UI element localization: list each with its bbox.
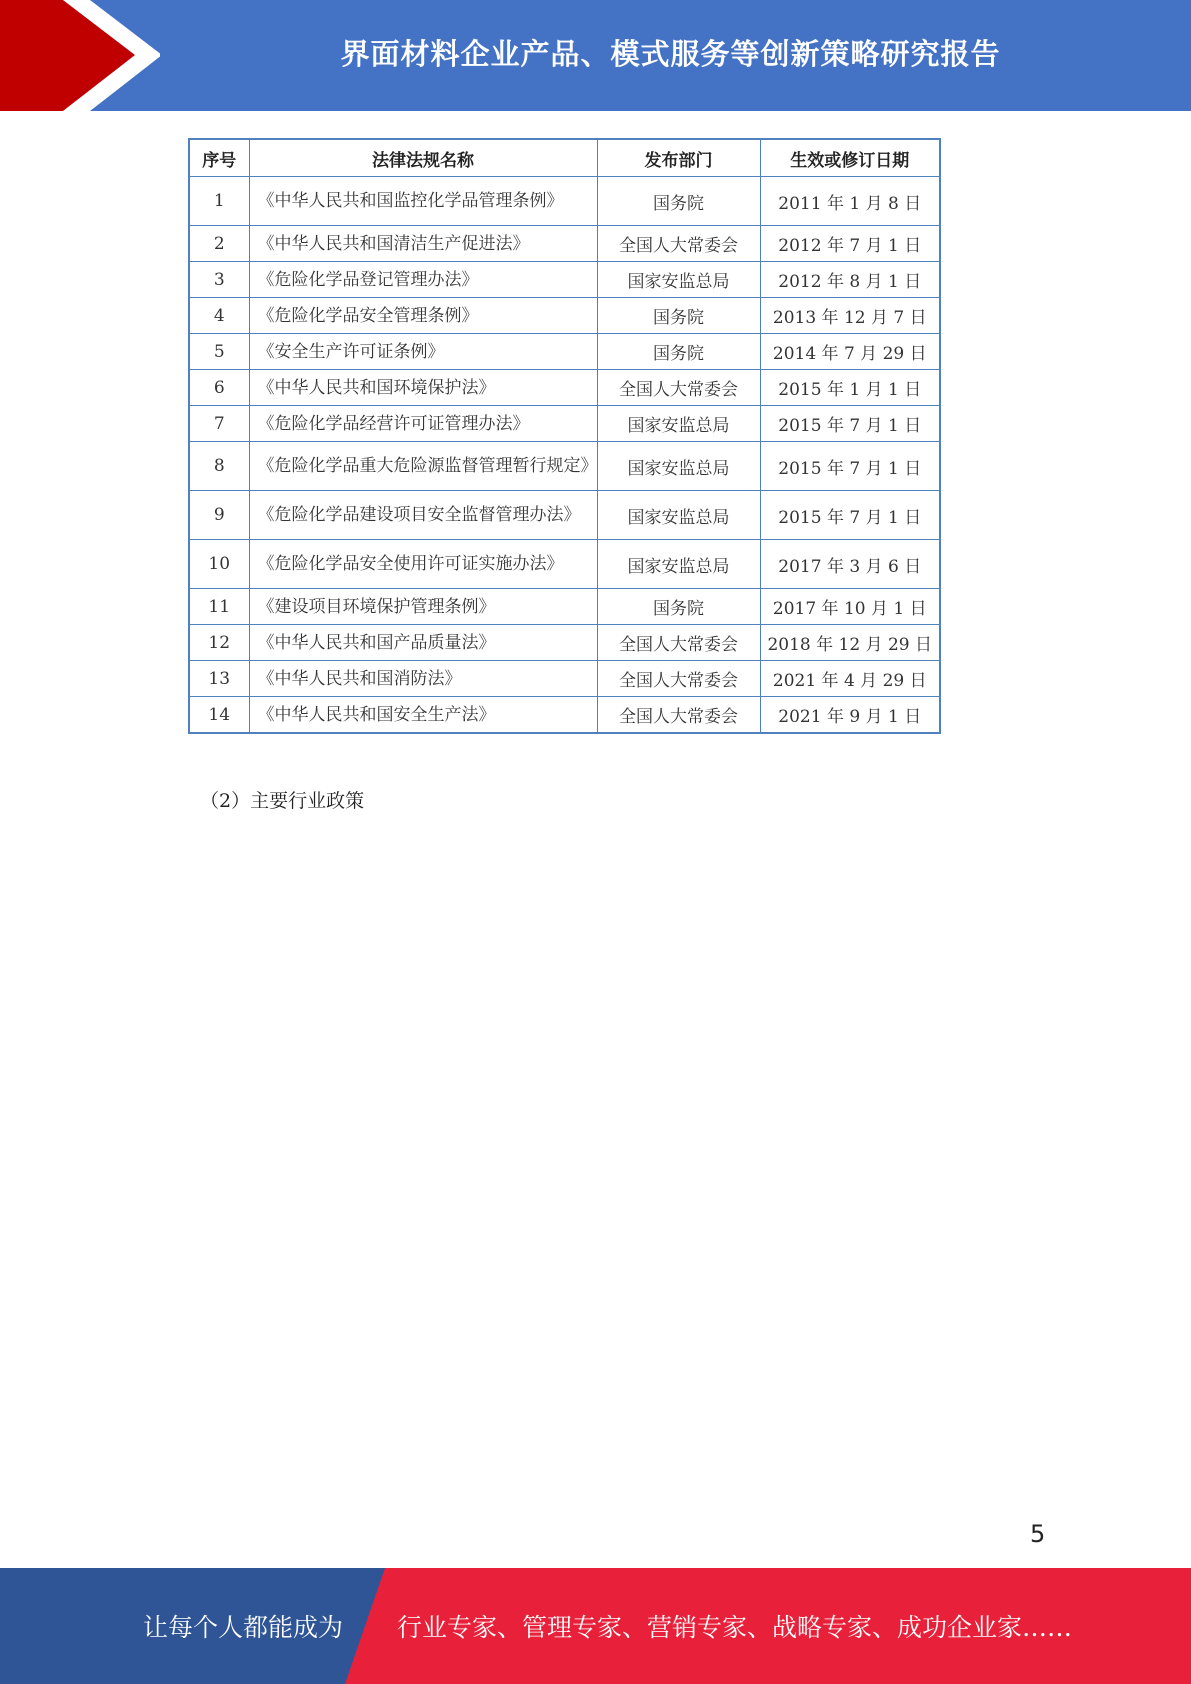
- effective-date: 2011 年 1 月 8 日: [760, 177, 940, 226]
- regulations-table: [188, 138, 941, 734]
- row-number: 12: [189, 625, 249, 661]
- regulation-name: 《危险化学品建设项目安全监督管理办法》: [249, 491, 597, 540]
- effective-date: 2017 年 10 月 1 日: [760, 589, 940, 625]
- section-subheading: （2）主要行业政策: [200, 790, 365, 812]
- table-row: [189, 177, 940, 226]
- issuing-department: 国务院: [597, 334, 760, 370]
- header-arrow-decoration: [0, 0, 160, 111]
- footer-slogan-left: 让每个人都能成为: [143, 1613, 344, 1642]
- regulation-name: 《中华人民共和国消防法》: [249, 661, 597, 697]
- table-row: [189, 442, 940, 491]
- issuing-department: 国务院: [597, 177, 760, 226]
- regulation-name: 《危险化学品安全管理条例》: [249, 298, 597, 334]
- table-row: [189, 491, 940, 540]
- issuing-department: 国务院: [597, 298, 760, 334]
- issuing-department: 国家安监总局: [597, 442, 760, 491]
- regulation-name: 《中华人民共和国产品质量法》: [249, 625, 597, 661]
- effective-date: 2014 年 7 月 29 日: [760, 334, 940, 370]
- issuing-department: 国家安监总局: [597, 406, 760, 442]
- issuing-department: 国家安监总局: [597, 540, 760, 589]
- table-row: [189, 370, 940, 406]
- regulation-name: 《中华人民共和国安全生产法》: [249, 697, 597, 734]
- table-row: [189, 226, 940, 262]
- row-number: 2: [189, 226, 249, 262]
- table-row: [189, 625, 940, 661]
- regulations-table-container: [188, 138, 939, 734]
- issuing-department: 全国人大常委会: [597, 625, 760, 661]
- effective-date: 2015 年 1 月 1 日: [760, 370, 940, 406]
- issuing-department: 国家安监总局: [597, 262, 760, 298]
- effective-date: 2018 年 12 月 29 日: [760, 625, 940, 661]
- effective-date: 2015 年 7 月 1 日: [760, 406, 940, 442]
- table-row: [189, 589, 940, 625]
- row-number: 6: [189, 370, 249, 406]
- row-number: 3: [189, 262, 249, 298]
- effective-date: 2021 年 4 月 29 日: [760, 661, 940, 697]
- issuing-department: 全国人大常委会: [597, 697, 760, 734]
- row-number: 8: [189, 442, 249, 491]
- effective-date: 2015 年 7 月 1 日: [760, 442, 940, 491]
- page-number: 5: [1030, 1520, 1046, 1548]
- table-row: [189, 298, 940, 334]
- row-number: 7: [189, 406, 249, 442]
- table-header-row: [189, 139, 940, 177]
- row-number: 11: [189, 589, 249, 625]
- table-row: [189, 334, 940, 370]
- table-row: [189, 262, 940, 298]
- table-row: [189, 540, 940, 589]
- effective-date: 2012 年 8 月 1 日: [760, 262, 940, 298]
- regulation-name: 《中华人民共和国环境保护法》: [249, 370, 597, 406]
- column-header-name: 法律法规名称: [249, 139, 597, 177]
- row-number: 13: [189, 661, 249, 697]
- row-number: 9: [189, 491, 249, 540]
- issuing-department: 国务院: [597, 589, 760, 625]
- page-footer: [0, 1568, 1191, 1684]
- table-row: [189, 697, 940, 734]
- issuing-department: 全国人大常委会: [597, 370, 760, 406]
- row-number: 5: [189, 334, 249, 370]
- effective-date: 2013 年 12 月 7 日: [760, 298, 940, 334]
- effective-date: 2012 年 7 月 1 日: [760, 226, 940, 262]
- issuing-department: 全国人大常委会: [597, 661, 760, 697]
- header-title: 界面材料企业产品、模式服务等创新策略研究报告: [340, 36, 1001, 71]
- row-number: 14: [189, 697, 249, 734]
- column-header-date: 生效或修订日期: [760, 139, 940, 177]
- regulation-name: 《危险化学品安全使用许可证实施办法》: [249, 540, 597, 589]
- table-row: [189, 406, 940, 442]
- regulation-name: 《中华人民共和国清洁生产促进法》: [249, 226, 597, 262]
- regulation-name: 《危险化学品登记管理办法》: [249, 262, 597, 298]
- row-number: 1: [189, 177, 249, 226]
- regulation-name: 《安全生产许可证条例》: [249, 334, 597, 370]
- regulation-name: 《危险化学品经营许可证管理办法》: [249, 406, 597, 442]
- column-header-number: 序号: [189, 139, 249, 177]
- row-number: 10: [189, 540, 249, 589]
- regulation-name: 《中华人民共和国监控化学品管理条例》: [249, 177, 597, 226]
- regulation-name: 《危险化学品重大危险源监督管理暂行规定》: [249, 442, 597, 491]
- issuing-department: 国家安监总局: [597, 491, 760, 540]
- page-header: [0, 0, 1191, 111]
- effective-date: 2021 年 9 月 1 日: [760, 697, 940, 734]
- table-row: [189, 661, 940, 697]
- effective-date: 2017 年 3 月 6 日: [760, 540, 940, 589]
- row-number: 4: [189, 298, 249, 334]
- footer-slogan-right: 行业专家、管理专家、营销专家、战略专家、成功企业家……: [397, 1613, 1073, 1642]
- issuing-department: 全国人大常委会: [597, 226, 760, 262]
- column-header-department: 发布部门: [597, 139, 760, 177]
- regulation-name: 《建设项目环境保护管理条例》: [249, 589, 597, 625]
- effective-date: 2015 年 7 月 1 日: [760, 491, 940, 540]
